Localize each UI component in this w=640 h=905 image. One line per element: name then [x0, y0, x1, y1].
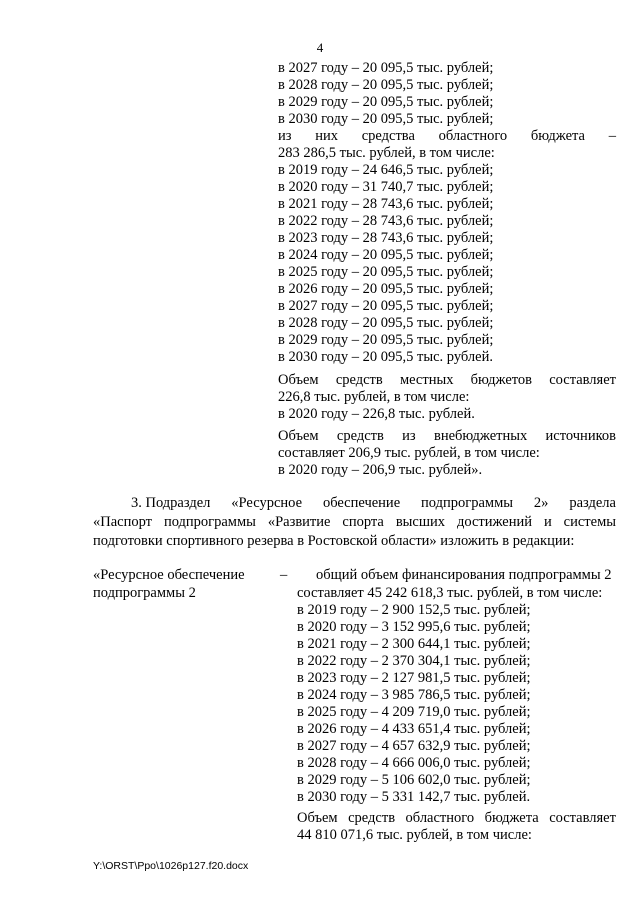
local-total-line: 226,8 тыс. рублей, в том числе:	[278, 389, 470, 405]
year-line: в 2025 году – 20 095,5 тыс. рублей;	[278, 264, 494, 280]
year-line: в 2029 году – 5 106 602,0 тыс. рублей;	[297, 772, 531, 788]
year-line: в 2020 году – 31 740,7 тыс. рублей;	[278, 179, 494, 195]
year-line: в 2021 году – 2 300 644,1 тыс. рублей;	[297, 636, 531, 652]
year-line: в 2024 году – 20 095,5 тыс. рублей;	[278, 247, 494, 263]
year-line: в 2019 году – 2 900 152,5 тыс. рублей;	[297, 602, 531, 618]
year-line: в 2029 году – 20 095,5 тыс. рублей;	[278, 94, 494, 110]
regional-budget-intro: из них средства областного бюджета –	[278, 128, 616, 144]
regional-total-line: 283 286,5 тыс. рублей, в том числе:	[278, 145, 495, 161]
year-line: в 2028 году – 20 095,5 тыс. рублей;	[278, 315, 494, 331]
local-budget-intro: Объем средств местных бюджетов составляет	[278, 372, 616, 388]
year-line: в 2029 году – 20 095,5 тыс. рублей;	[278, 332, 494, 348]
year-line: в 2028 году – 20 095,5 тыс. рублей;	[278, 77, 494, 93]
year-line: в 2027 году – 4 657 632,9 тыс. рублей;	[297, 738, 531, 754]
year-line: в 2030 году – 20 095,5 тыс. рублей;	[278, 111, 494, 127]
year-line: в 2025 году – 4 209 719,0 тыс. рублей;	[297, 704, 531, 720]
paragraph-line: подготовки спортивного резерва в Ростовской области» изложить в редакции:	[93, 533, 575, 549]
dash-separator: –	[280, 567, 288, 583]
year-line: в 2020 году – 206,9 тыс. рублей».	[278, 462, 483, 478]
total-funding-cont: составляет 45 242 618,3 тыс. рублей, в том числе:	[297, 585, 603, 601]
year-line: в 2027 году – 20 095,5 тыс. рублей;	[278, 60, 494, 76]
total-funding-line: общий объем финансирования подпрограммы 2	[316, 567, 612, 583]
year-line: в 2026 году – 4 433 651,4 тыс. рублей;	[297, 721, 531, 737]
extra-total-line: составляет 206,9 тыс. рублей, в том числе:	[278, 445, 540, 461]
regional-total-line-2: 44 810 071,6 тыс. рублей, в том числе:	[297, 827, 532, 843]
file-path-footer: Y:\ORST\Ppo\1026p127.f20.docx	[93, 860, 249, 872]
resource-label-line2: подпрограммы 2	[93, 585, 196, 601]
year-line: в 2023 году – 2 127 981,5 тыс. рублей;	[297, 670, 531, 686]
year-line: в 2030 году – 20 095,5 тыс. рублей.	[278, 349, 493, 365]
paragraph-line: 3. Подраздел «Ресурсное обеспечение подпрограммы 2» раздела	[131, 495, 616, 511]
paragraph-line: «Паспорт подпрограммы «Развитие спорта высших достижений и системы	[93, 514, 616, 530]
year-line: в 2028 году – 4 666 006,0 тыс. рублей;	[297, 755, 531, 771]
year-line: в 2027 году – 20 095,5 тыс. рублей;	[278, 298, 494, 314]
regional-budget-intro-2: Объем средств областного бюджета составляет	[297, 810, 616, 826]
year-line: в 2020 году – 3 152 995,6 тыс. рублей;	[297, 619, 531, 635]
year-line: в 2023 году – 28 743,6 тыс. рублей;	[278, 230, 494, 246]
year-line: в 2022 году – 28 743,6 тыс. рублей;	[278, 213, 494, 229]
year-line: в 2019 году – 24 646,5 тыс. рублей;	[278, 162, 494, 178]
year-line: в 2026 году – 20 095,5 тыс. рублей;	[278, 281, 494, 297]
resource-label-line1: «Ресурсное обеспечение	[93, 567, 245, 583]
year-line: в 2021 году – 28 743,6 тыс. рублей;	[278, 196, 494, 212]
page-number: 4	[316, 40, 324, 55]
year-line: в 2030 году – 5 331 142,7 тыс. рублей.	[297, 789, 531, 805]
year-line: в 2020 году – 226,8 тыс. рублей.	[278, 406, 475, 422]
extra-budget-intro: Объем средств из внебюджетных источников	[278, 428, 616, 444]
year-line: в 2024 году – 3 985 786,5 тыс. рублей;	[297, 687, 531, 703]
year-line: в 2022 году – 2 370 304,1 тыс. рублей;	[297, 653, 531, 669]
